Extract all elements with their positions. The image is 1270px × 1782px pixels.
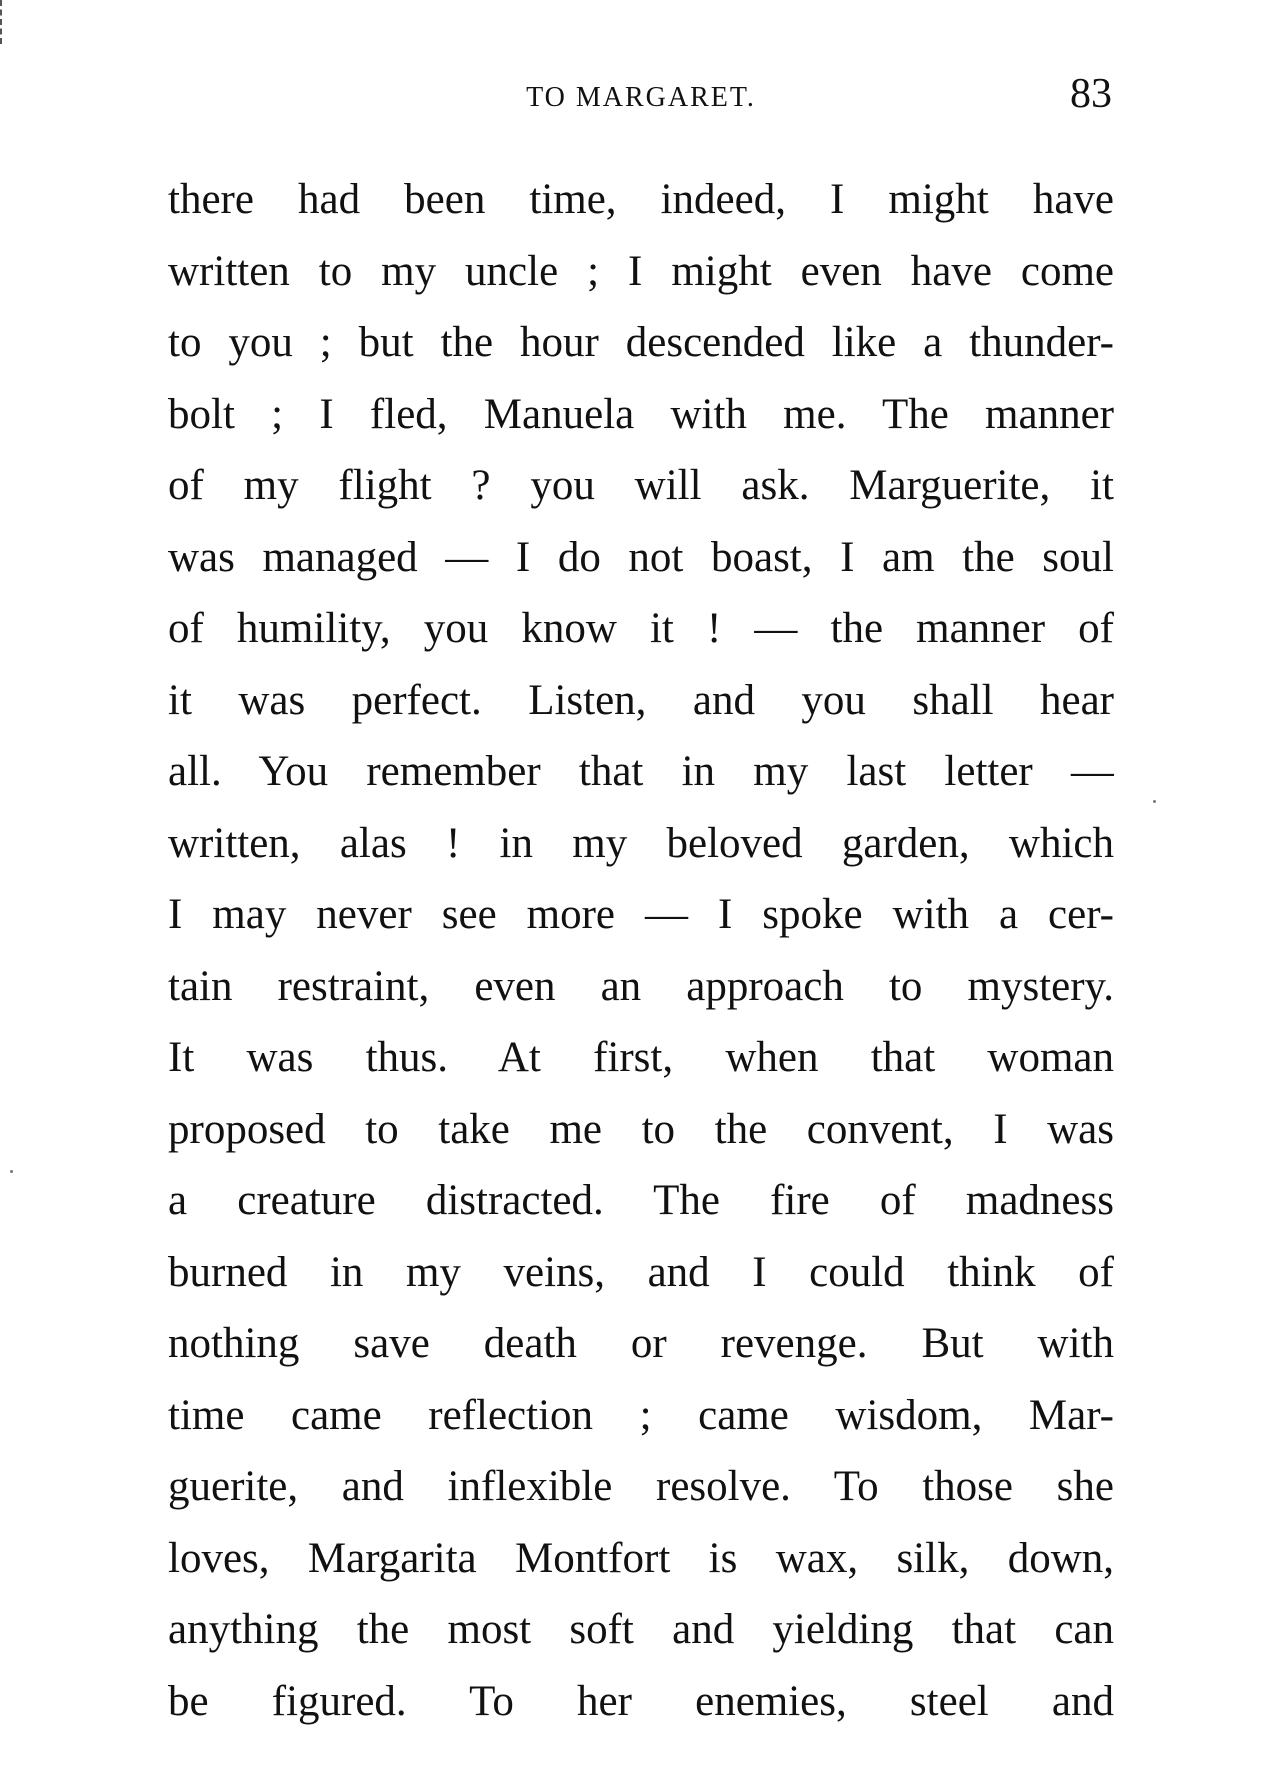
body-text bbox=[168, 164, 1114, 1737]
text-line: of my flight ? you will ask. Marguerite, it bbox=[168, 462, 1114, 509]
scan-speck bbox=[10, 1170, 13, 1173]
text-line: bolt ; I fled, Manuela with me. The manner bbox=[168, 390, 1114, 438]
text-line: loves, Margarita Montfort is wax, silk, down, bbox=[168, 1534, 1114, 1582]
text-line: there had been time, indeed, I might have bbox=[168, 176, 1114, 223]
text-line: was managed — I do not boast, I am the soul bbox=[168, 533, 1114, 581]
text-line: guerite, and inflexible resolve. To those she bbox=[168, 1463, 1114, 1510]
scan-speck bbox=[1153, 800, 1156, 803]
running-head bbox=[170, 70, 1112, 120]
text-line: to you ; but the hour descended like a thunder- bbox=[168, 319, 1114, 366]
text-line: nothing save death or revenge. But with bbox=[168, 1320, 1114, 1367]
text-line: anything the most soft and yielding that can bbox=[168, 1606, 1114, 1653]
text-line: tain restraint, even an approach to mystery. bbox=[168, 962, 1114, 1010]
page-number: 83 bbox=[1070, 71, 1112, 117]
text-line: written, alas ! in my beloved garden, which bbox=[168, 819, 1114, 867]
text-line: burned in my veins, and I could think of bbox=[168, 1248, 1114, 1296]
text-line: It was thus. At first, when that woman bbox=[168, 1034, 1114, 1081]
text-line: proposed to take me to the convent, I was bbox=[168, 1105, 1114, 1153]
scan-edge-marks bbox=[0, 0, 6, 44]
text-line: be figured. To her enemies, steel and bbox=[168, 1677, 1114, 1725]
text-line: of humility, you know it ! — the manner of bbox=[168, 605, 1114, 652]
text-line: I may never see more — I spoke with a cer- bbox=[168, 891, 1114, 938]
running-title: TO MARGARET. bbox=[526, 82, 756, 113]
text-line: time came reflection ; came wisdom, Mar- bbox=[168, 1391, 1114, 1439]
text-line: all. You remember that in my last letter — bbox=[168, 748, 1114, 795]
text-line: a creature distracted. The fire of madness bbox=[168, 1177, 1114, 1224]
text-line: written to my uncle ; I might even have come bbox=[168, 247, 1114, 295]
text-line: it was perfect. Listen, and you shall hear bbox=[168, 676, 1114, 724]
